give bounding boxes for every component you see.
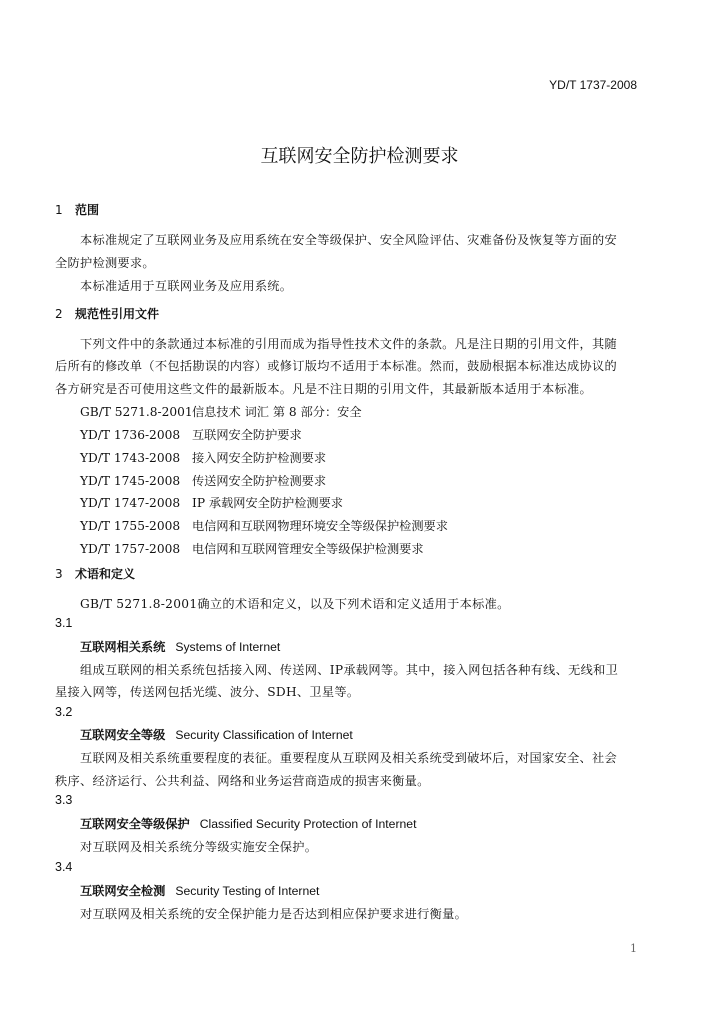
term-en: Security Testing of Internet: [175, 884, 320, 898]
reference-code: YD/T 1747-2008: [80, 496, 181, 510]
term-number: 3.3: [55, 793, 73, 807]
section-2-number: 2: [55, 307, 63, 321]
section-1-title: 范围: [75, 203, 100, 217]
term-en: Systems of Internet: [175, 640, 281, 654]
term-en: Classified Security Protection of Internet: [199, 817, 417, 831]
term-definition-line-2: 星接入网等，传送网包括光缆、波分、SDH、卫星等。: [55, 685, 360, 699]
reference-item: [80, 426, 302, 443]
section-2-line-1: 下列文件中的条款通过本标准的引用而成为指导性技术文件的条款。凡是注日期的引用文件，其随: [80, 337, 617, 351]
reference-item: [80, 494, 343, 511]
reference-title: 传送网安全防护检测要求: [192, 474, 327, 488]
reference-title: IP 承载网安全防护检测要求: [192, 496, 343, 510]
term-number: 3.2: [55, 705, 73, 719]
term-heading: [80, 882, 319, 899]
term-zh: 互联网相关系统: [80, 640, 166, 654]
term-zh: 互联网安全等级保护: [80, 817, 190, 831]
section-3-heading: [55, 565, 135, 582]
reference-item: [80, 517, 448, 534]
section-2-line-3: 各方研究是否可使用这些文件的最新版本。凡是不注日期的引用文件，其最新版本适用于本标准。: [55, 382, 592, 396]
term-heading: [80, 726, 353, 743]
reference-code: GB/T 5271.8-2001: [80, 405, 193, 419]
section-2-title: 规范性引用文件: [75, 307, 160, 321]
term-definition-line-1: 对互联网及相关系统的安全保护能力是否达到相应保护要求进行衡量。: [80, 907, 468, 921]
reference-title: 电信网和互联网管理安全等级保护检测要求: [192, 542, 424, 556]
reference-title: 电信网和互联网物理环境安全等级保护检测要求: [192, 519, 448, 533]
reference-item: [80, 449, 326, 466]
reference-item: [80, 540, 424, 557]
term-definition-line-1: 互联网及相关系统重要程度的表征。重要程度从互联网及相关系统受到破坏后，对国家安全、社会: [80, 751, 617, 765]
reference-code: YD/T 1757-2008: [80, 542, 181, 556]
term-number: 3.4: [55, 860, 73, 874]
term-zh: 互联网安全检测: [80, 884, 166, 898]
document-title: 互联网安全防护检测要求: [260, 146, 459, 167]
section-3-number: 3: [55, 567, 63, 581]
reference-title: 互联网安全防护要求: [192, 428, 302, 442]
term-definition-line-1: 组成互联网的相关系统包括接入网、传送网、IP承载网等。其中，接入网包括各种有线、无线和卫: [80, 663, 619, 677]
reference-item: [80, 472, 326, 489]
section-1-number: 1: [55, 203, 63, 217]
reference-title: 接入网安全防护检测要求: [192, 451, 327, 465]
reference-code: YD/T 1736-2008: [80, 428, 181, 442]
section-1-heading: [55, 201, 99, 218]
section-1-paragraph-1-line-2: 全防护检测要求。: [55, 256, 155, 270]
term-definition-line-1: 对互联网及相关系统分等级实施安全保护。: [80, 840, 318, 854]
reference-item: [80, 403, 362, 420]
term-zh: 互联网安全等级: [80, 728, 166, 742]
reference-title: 信息技术 词汇 第 8 部分：安全: [192, 405, 362, 419]
reference-code: YD/T 1745-2008: [80, 474, 181, 488]
reference-code: YD/T 1755-2008: [80, 519, 181, 533]
term-definition-line-2: 秩序、经济运行、公共利益、网络和业务运营商造成的损害来衡量。: [55, 774, 430, 788]
section-1-paragraph-2: 本标准适用于互联网业务及应用系统。: [80, 279, 293, 293]
section-3-title: 术语和定义: [75, 567, 136, 581]
document-code: YD/T 1737-2008: [549, 78, 637, 92]
reference-code: YD/T 1743-2008: [80, 451, 181, 465]
section-2-heading: [55, 305, 159, 322]
section-3-intro: GB/T 5271.8-2001确立的术语和定义，以及下列术语和定义适用于本标准。: [80, 597, 510, 611]
page-number: 1: [630, 942, 637, 955]
term-number: 3.1: [55, 616, 73, 630]
section-2-line-2: 后所有的修改单（不包括勘误的内容）或修订版均不适用于本标准。然而，鼓励根据本标准达成协议的: [55, 359, 617, 373]
term-en: Security Classification of Internet: [175, 728, 353, 742]
term-heading: [80, 638, 280, 655]
term-heading: [80, 815, 416, 832]
section-1-paragraph-1-line-1: 本标准规定了互联网业务及应用系统在安全等级保护、安全风险评估、灾难备份及恢复等方面的安: [80, 233, 617, 247]
